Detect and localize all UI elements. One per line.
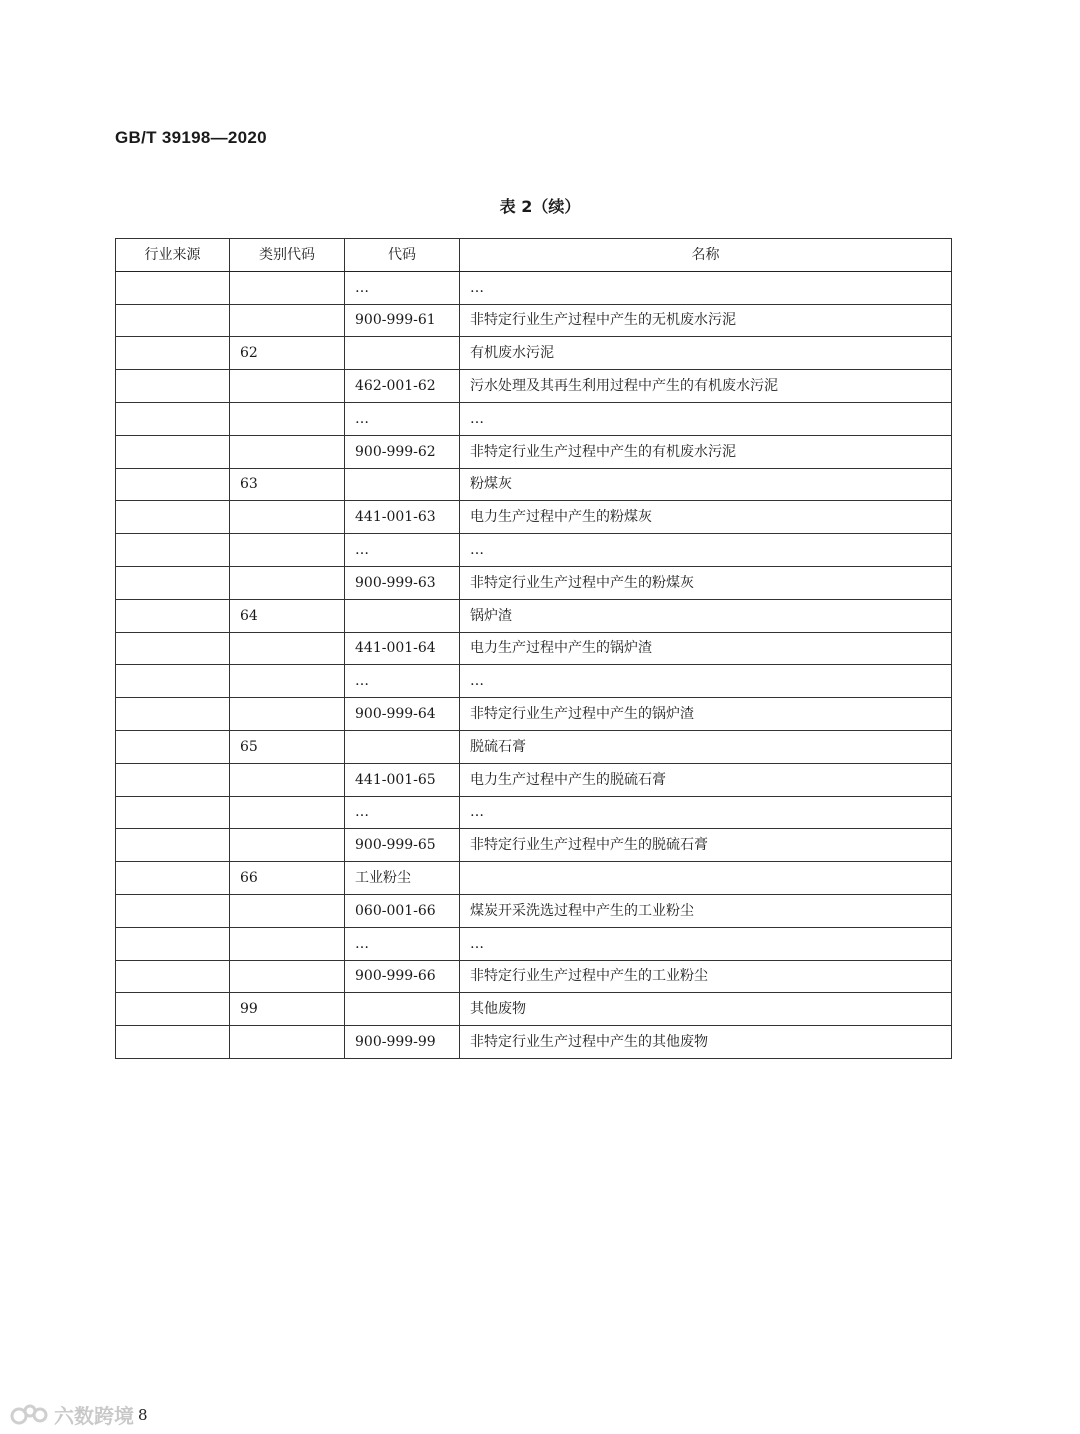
column-header-category-code: 类别代码 [230, 239, 345, 272]
code-cell [345, 599, 460, 632]
name-cell: 电力生产过程中产生的锅炉渣 [460, 632, 952, 665]
waste-code-table [115, 238, 952, 1059]
table-row [116, 501, 952, 534]
category-code-cell [230, 698, 345, 731]
name-cell: 非特定行业生产过程中产生的工业粉尘 [460, 960, 952, 993]
industry-source-cell [116, 337, 230, 370]
table-row [116, 960, 952, 993]
code-cell: 060-001-66 [345, 894, 460, 927]
table-row [116, 304, 952, 337]
name-cell: 非特定行业生产过程中产生的锅炉渣 [460, 698, 952, 731]
category-code-cell [230, 796, 345, 829]
industry-source-cell [116, 960, 230, 993]
standard-number: GB/T 39198—2020 [115, 128, 267, 147]
name-cell: 非特定行业生产过程中产生的有机废水污泥 [460, 435, 952, 468]
name-cell: … [460, 927, 952, 960]
table-row [116, 599, 952, 632]
table-row [116, 927, 952, 960]
industry-source-cell [116, 534, 230, 567]
name-cell: 非特定行业生产过程中产生的其他废物 [460, 1026, 952, 1059]
category-code-cell [230, 566, 345, 599]
table-body [116, 271, 952, 1058]
table-row [116, 402, 952, 435]
industry-source-cell [116, 894, 230, 927]
name-cell: 锅炉渣 [460, 599, 952, 632]
industry-source-cell [116, 468, 230, 501]
code-cell: 441-001-65 [345, 763, 460, 796]
industry-source-cell [116, 796, 230, 829]
table-row [116, 862, 952, 895]
table-row [116, 1026, 952, 1059]
table-row [116, 829, 952, 862]
category-code-cell [230, 435, 345, 468]
column-header-code: 代码 [345, 239, 460, 272]
category-code-cell [230, 632, 345, 665]
name-cell: 粉煤灰 [460, 468, 952, 501]
category-code-cell [230, 304, 345, 337]
name-cell: 非特定行业生产过程中产生的脱硫石膏 [460, 829, 952, 862]
category-code-cell: 63 [230, 468, 345, 501]
name-cell: … [460, 402, 952, 435]
code-cell: 900-999-65 [345, 829, 460, 862]
code-cell: … [345, 927, 460, 960]
table-row [116, 894, 952, 927]
category-code-cell [230, 370, 345, 403]
table-row [116, 566, 952, 599]
name-cell: 电力生产过程中产生的脱硫石膏 [460, 763, 952, 796]
table-caption: 表 2（续） [499, 197, 581, 216]
category-code-cell: 99 [230, 993, 345, 1026]
name-cell: … [460, 271, 952, 304]
industry-source-cell [116, 829, 230, 862]
table-row [116, 796, 952, 829]
code-cell: 441-001-63 [345, 501, 460, 534]
category-code-cell [230, 271, 345, 304]
table-row [116, 370, 952, 403]
name-cell: 其他废物 [460, 993, 952, 1026]
category-code-cell [230, 894, 345, 927]
industry-source-cell [116, 698, 230, 731]
name-cell: 非特定行业生产过程中产生的无机废水污泥 [460, 304, 952, 337]
code-cell: 900-999-64 [345, 698, 460, 731]
code-cell: 462-001-62 [345, 370, 460, 403]
industry-source-cell [116, 763, 230, 796]
table-row [116, 468, 952, 501]
industry-source-cell [116, 271, 230, 304]
code-cell: … [345, 402, 460, 435]
logo-icon [10, 1402, 50, 1428]
name-cell [460, 862, 952, 895]
code-cell [345, 337, 460, 370]
code-cell: 900-999-99 [345, 1026, 460, 1059]
industry-source-cell [116, 402, 230, 435]
code-cell: 工业粉尘 [345, 862, 460, 895]
category-code-cell: 64 [230, 599, 345, 632]
code-cell: … [345, 271, 460, 304]
column-header-industry-source: 行业来源 [116, 239, 230, 272]
watermark [10, 1400, 134, 1429]
name-cell: 煤炭开采洗选过程中产生的工业粉尘 [460, 894, 952, 927]
code-cell [345, 730, 460, 763]
industry-source-cell [116, 304, 230, 337]
category-code-cell [230, 763, 345, 796]
table-row [116, 698, 952, 731]
industry-source-cell [116, 1026, 230, 1059]
table-row [116, 993, 952, 1026]
table-row [116, 632, 952, 665]
category-code-cell [230, 501, 345, 534]
code-cell: 900-999-61 [345, 304, 460, 337]
name-cell: 有机废水污泥 [460, 337, 952, 370]
code-cell: … [345, 665, 460, 698]
code-cell: … [345, 534, 460, 567]
table-row [116, 730, 952, 763]
category-code-cell [230, 829, 345, 862]
code-cell: 900-999-66 [345, 960, 460, 993]
code-cell [345, 993, 460, 1026]
table-row [116, 337, 952, 370]
category-code-cell [230, 960, 345, 993]
table-row [116, 534, 952, 567]
category-code-cell: 66 [230, 862, 345, 895]
name-cell: 污水处理及其再生利用过程中产生的有机废水污泥 [460, 370, 952, 403]
category-code-cell [230, 927, 345, 960]
code-cell: … [345, 796, 460, 829]
name-cell: 脱硫石膏 [460, 730, 952, 763]
industry-source-cell [116, 665, 230, 698]
name-cell: … [460, 796, 952, 829]
name-cell: 电力生产过程中产生的粉煤灰 [460, 501, 952, 534]
watermark-text: 六数跨境 [54, 1404, 134, 1428]
category-code-cell: 62 [230, 337, 345, 370]
table-row [116, 763, 952, 796]
category-code-cell: 65 [230, 730, 345, 763]
code-cell: 900-999-63 [345, 566, 460, 599]
industry-source-cell [116, 862, 230, 895]
industry-source-cell [116, 632, 230, 665]
category-code-cell [230, 402, 345, 435]
table-row [116, 665, 952, 698]
code-cell [345, 468, 460, 501]
code-cell: 441-001-64 [345, 632, 460, 665]
industry-source-cell [116, 927, 230, 960]
name-cell: … [460, 665, 952, 698]
table-row [116, 435, 952, 468]
table-row [116, 271, 952, 304]
code-cell: 900-999-62 [345, 435, 460, 468]
category-code-cell [230, 1026, 345, 1059]
industry-source-cell [116, 599, 230, 632]
industry-source-cell [116, 730, 230, 763]
page-number: 8 [138, 1406, 148, 1424]
industry-source-cell [116, 370, 230, 403]
industry-source-cell [116, 501, 230, 534]
table-header-row [116, 239, 952, 272]
industry-source-cell [116, 993, 230, 1026]
industry-source-cell [116, 566, 230, 599]
category-code-cell [230, 665, 345, 698]
name-cell: 非特定行业生产过程中产生的粉煤灰 [460, 566, 952, 599]
industry-source-cell [116, 435, 230, 468]
column-header-name: 名称 [460, 239, 952, 272]
name-cell: … [460, 534, 952, 567]
category-code-cell [230, 534, 345, 567]
